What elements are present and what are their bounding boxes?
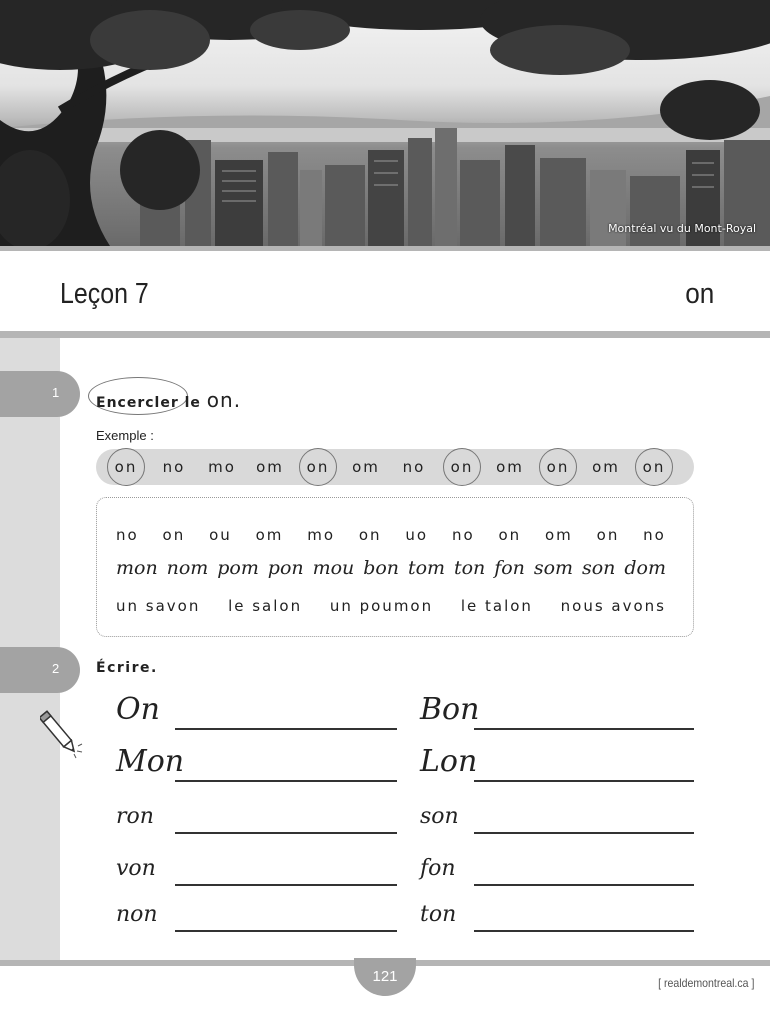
example-syllable: om	[256, 458, 284, 476]
instruction-verb: Encercler	[96, 395, 179, 411]
practice-syllable: no	[116, 526, 139, 544]
practice-syllable: mo	[307, 526, 336, 544]
practice-phrase: un poumon	[329, 597, 434, 615]
practice-cursive-word: dom	[624, 557, 666, 579]
model-word: On	[116, 692, 160, 727]
writing-line[interactable]	[474, 780, 694, 782]
practice-cursive-word: mon	[116, 557, 158, 579]
practice-phrase: un savon	[116, 597, 201, 615]
model-word: son	[420, 804, 459, 829]
writing-line[interactable]	[474, 728, 694, 730]
practice-syllable: on	[498, 526, 522, 544]
page-number: 121	[354, 958, 416, 996]
practice-cursive-word: fon	[494, 557, 525, 579]
practice-cursive-word: son	[581, 557, 616, 579]
model-word: Mon	[116, 744, 185, 779]
practice-cursive-word: pon	[267, 557, 304, 579]
practice-syllable: no	[451, 526, 475, 544]
exercise-number: 2	[52, 661, 60, 676]
practice-syllable: uo	[405, 526, 429, 544]
city-skyline-illustration	[0, 0, 770, 246]
writing-line[interactable]	[175, 728, 397, 730]
practice-row-print	[116, 526, 666, 544]
exercise1-instruction	[96, 388, 241, 412]
example-syllable: on	[306, 458, 330, 476]
photo-caption: Montréal vu du Mont-Royal	[608, 222, 756, 235]
example-label: Exemple :	[96, 428, 154, 443]
practice-cursive-word: nom	[166, 557, 209, 579]
lesson-sound: on	[684, 278, 714, 310]
practice-row-cursive	[116, 557, 666, 579]
practice-cursive-word: pom	[217, 557, 259, 579]
exercise-number: 1	[52, 385, 60, 400]
practice-syllable: no	[643, 526, 666, 544]
practice-syllable: ou	[209, 526, 232, 544]
example-syllable: mo	[208, 458, 236, 476]
instruction-article: le	[178, 395, 207, 411]
lesson-title: Leçon 7	[60, 278, 149, 310]
instruction-target: on.	[206, 388, 242, 412]
example-syllable: on	[114, 458, 138, 476]
pencil-icon	[40, 706, 86, 760]
practice-cursive-word: ton	[453, 557, 486, 579]
practice-cursive-word: tom	[407, 557, 446, 579]
writing-line[interactable]	[175, 780, 397, 782]
practice-cursive-word: som	[533, 557, 574, 579]
title-divider	[0, 331, 770, 338]
exercise-number-tab	[0, 371, 80, 417]
practice-cursive-word: bon	[363, 557, 400, 579]
practice-phrase: le salon	[228, 597, 303, 615]
example-syllable: om	[592, 458, 620, 476]
practice-syllable: on	[162, 526, 186, 544]
example-syllable: om	[352, 458, 380, 476]
model-word: non	[116, 902, 158, 927]
writing-line[interactable]	[175, 884, 397, 886]
example-syllable: no	[402, 458, 426, 476]
exercise-number-tab	[0, 647, 80, 693]
exercise2-instruction: Écrire.	[96, 660, 158, 676]
banner-photo	[0, 0, 770, 246]
practice-syllable: om	[545, 526, 573, 544]
website-label: [ realdemontreal.ca ]	[657, 976, 754, 990]
example-syllable: om	[496, 458, 524, 476]
example-syllable: on	[642, 458, 666, 476]
writing-line[interactable]	[175, 832, 397, 834]
model-word: Lon	[420, 744, 478, 779]
example-syllable: on	[450, 458, 474, 476]
example-syllable: no	[162, 458, 186, 476]
writing-line[interactable]	[474, 930, 694, 932]
writing-line[interactable]	[474, 884, 694, 886]
model-word: Bon	[420, 692, 480, 727]
model-word: von	[116, 856, 156, 881]
model-word: ron	[116, 804, 154, 829]
practice-syllable: on	[358, 526, 382, 544]
practice-row-phrases	[116, 597, 666, 615]
practice-phrase: nous avons	[560, 597, 666, 615]
practice-phrase: le talon	[460, 597, 533, 615]
practice-syllable: on	[596, 526, 620, 544]
writing-line[interactable]	[474, 832, 694, 834]
practice-syllable: om	[255, 526, 284, 544]
writing-line[interactable]	[175, 930, 397, 932]
example-syllable: on	[546, 458, 570, 476]
model-word: fon	[420, 856, 456, 881]
practice-cursive-word: mou	[312, 557, 355, 579]
banner-divider	[0, 246, 770, 251]
model-word: ton	[420, 902, 457, 927]
